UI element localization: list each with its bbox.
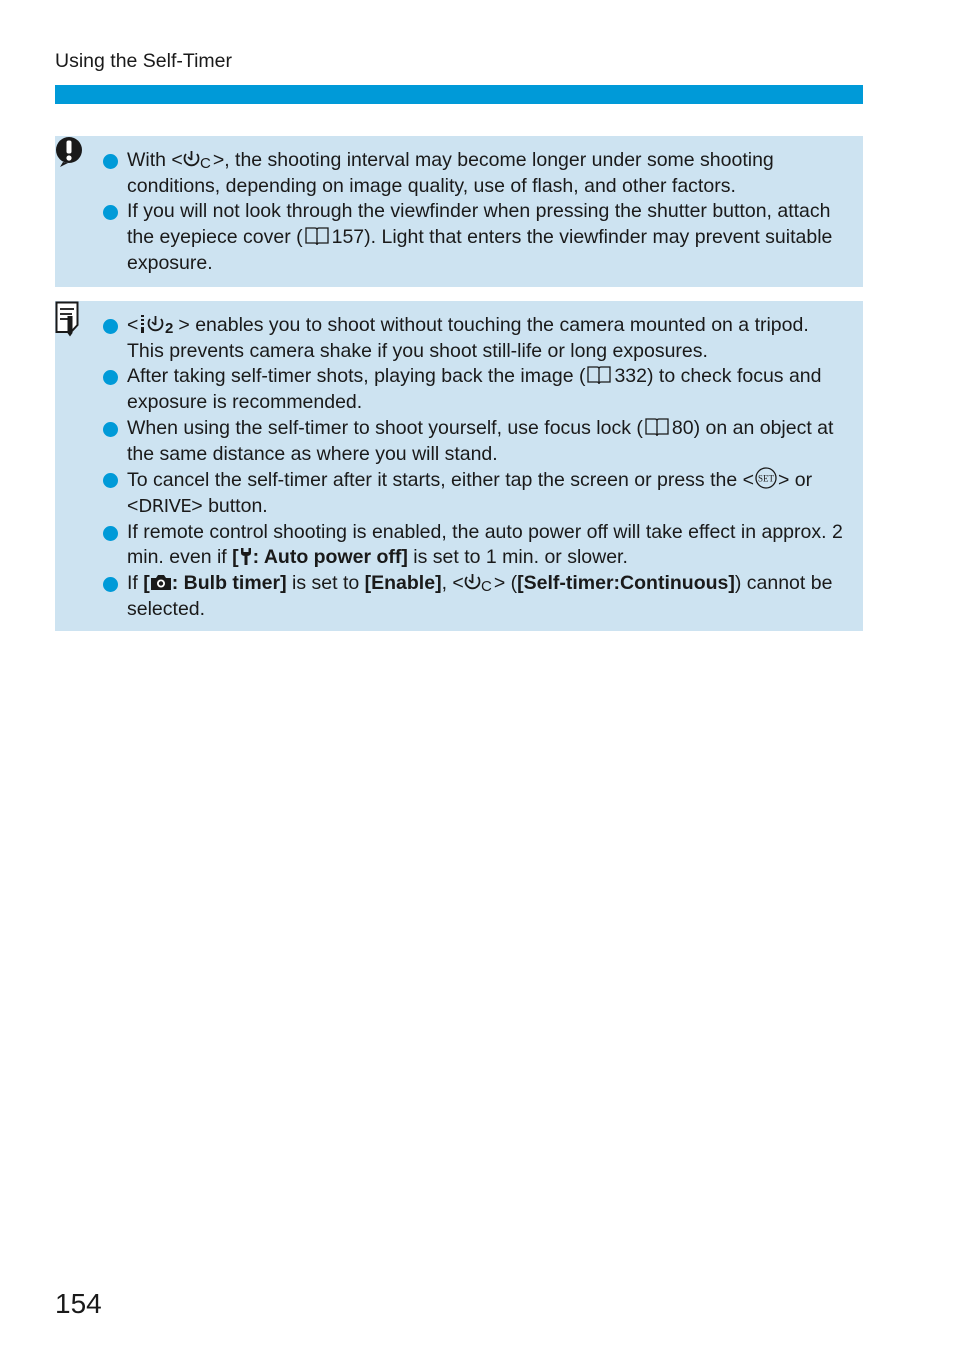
section-title: Using the Self-Timer <box>55 50 232 72</box>
list-item: < 2 > enables you to shoot without touching the camera mounted on a tripod. This prevents camera shake if you shoot still-life or long exposures. <box>127 313 845 364</box>
book-icon <box>586 365 612 385</box>
page-number: 154 <box>55 1288 102 1319</box>
bullet-icon <box>103 526 118 541</box>
list-item: With < C >, the shooting interval may become longer under some shooting conditions, depending on image quality, use of flash, and other factors. <box>127 148 845 199</box>
svg-text:C: C <box>480 578 492 593</box>
self-timer-2sec-icon <box>138 314 178 334</box>
list-item: If [ : Bulb timer] is set to [Enable], < C > ([Self-timer:Continuous]) cannot be selected. <box>127 571 845 622</box>
list-item: If remote control shooting is enabled, the auto power off will take effect in approx. 2 min. even if [ : Auto power off] is set to 1 min. or slower. <box>127 520 845 571</box>
caution-icon <box>55 136 85 168</box>
camera-icon <box>150 572 172 592</box>
self-timer-continuous-icon <box>464 572 494 592</box>
header-bar <box>55 85 863 104</box>
caution-list <box>127 148 845 277</box>
set-button-icon <box>754 467 778 489</box>
note-icon <box>55 301 83 337</box>
setup-wrench-icon <box>239 546 253 566</box>
bullet-icon <box>103 154 118 169</box>
list-item: After taking self-timer shots, playing back the image ( 332) to check focus and exposure is recommended. <box>127 364 845 415</box>
bullet-icon <box>103 473 118 488</box>
book-icon <box>644 417 670 437</box>
note-box <box>55 301 863 631</box>
self-timer-continuous-icon <box>183 149 213 169</box>
list-item: To cancel the self-timer after it starts, either tap the screen or press the < SET > or <DRIVE> button. <box>127 467 845 519</box>
bullet-icon <box>103 370 118 385</box>
svg-text:2: 2 <box>165 320 174 334</box>
book-icon <box>304 226 330 246</box>
caution-box <box>55 136 863 287</box>
bullet-icon <box>103 577 118 592</box>
svg-text:C: C <box>199 155 211 169</box>
bullet-icon <box>103 319 118 334</box>
bullet-icon <box>103 422 118 437</box>
svg-text:SET: SET <box>757 473 775 484</box>
note-list <box>127 313 845 622</box>
bullet-icon <box>103 205 118 220</box>
list-item: If you will not look through the viewfinder when pressing the shutter button, attach the eyepiece cover ( 157). Light that enters the viewfinder may prevent suitable exposure. <box>127 199 845 276</box>
list-item: When using the self-timer to shoot yourself, use focus lock ( 80) on an object at the same distance as where you will stand. <box>127 416 845 467</box>
drive-button-label: DRIVE <box>138 495 192 517</box>
